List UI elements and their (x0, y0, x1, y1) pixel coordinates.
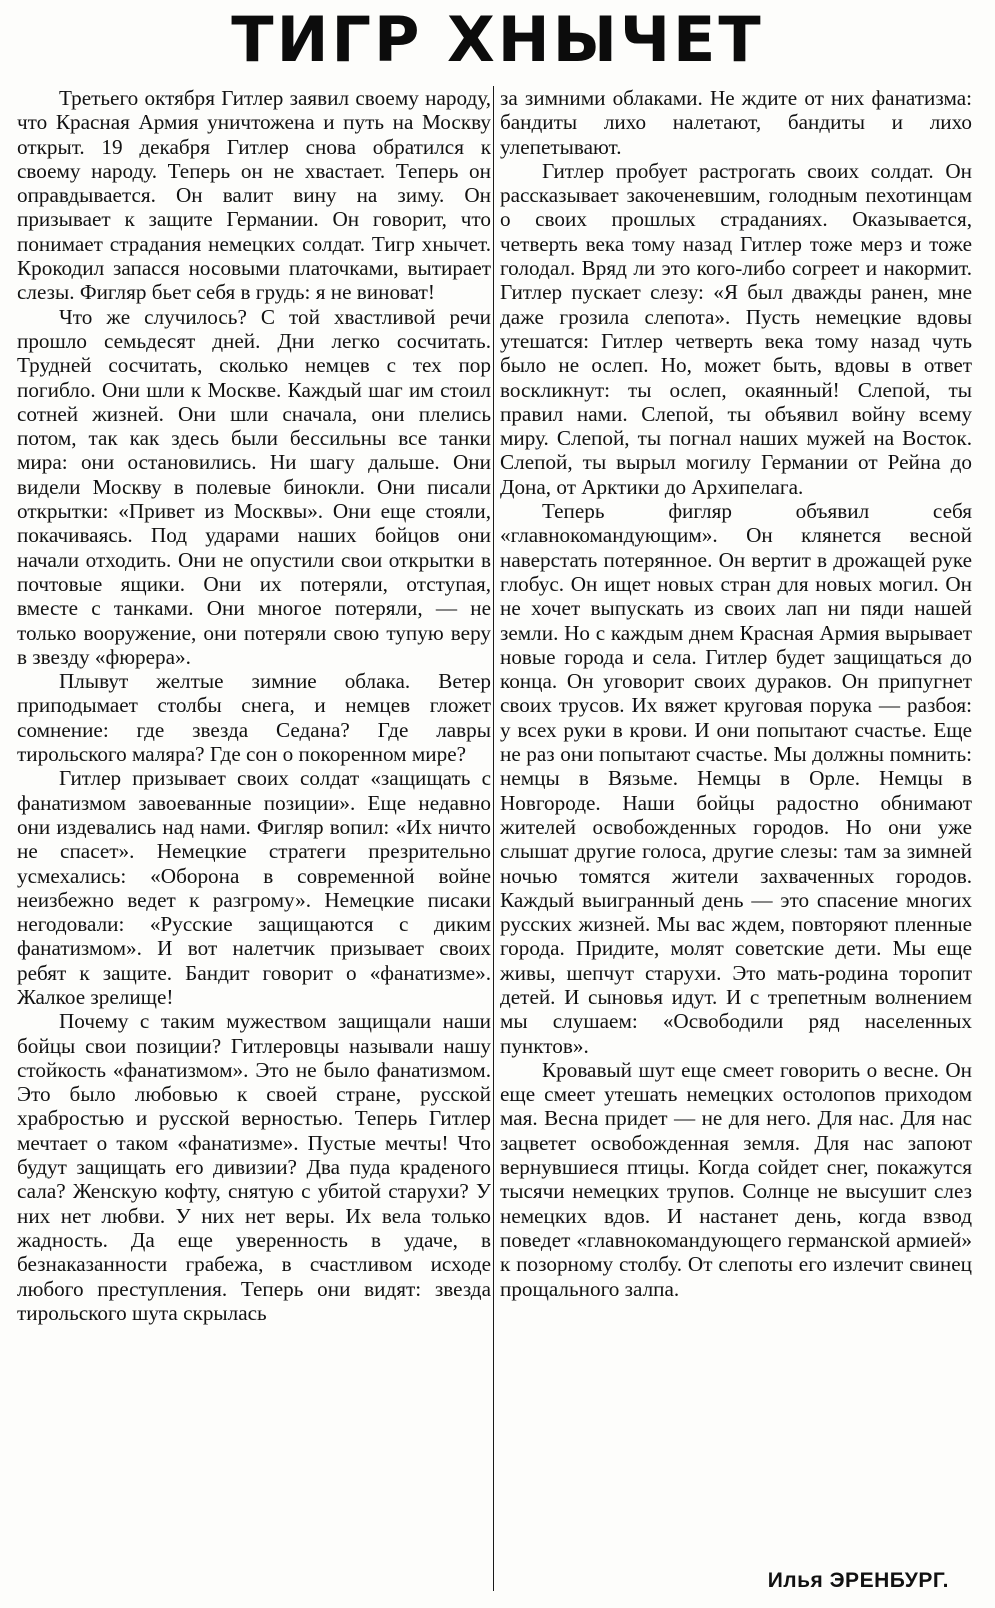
article-column-right (500, 86, 972, 1301)
paragraph: Гитлер пробует растрогать своих солдат. Он рассказывает закоченевшим, голодным пехотинцам о своих прошлых страданиях. Оказывается, четверть века тому назад Гитлер тоже мерз и тоже голодал. Вряд ли это кого-либо согреет и накормит. Гитлер пускает слезу: «Я был дважды ранен, мне даже грозила слепота». Пусть немецкие вдовы утешатся: Гитлер четверть века тому назад чуть было не ослеп. Но, может быть, вдовы в ответ воскликнут: ты ослеп, окаянный! Слепой, ты правил нами. Слепой, ты объявил войну всему миру. Слепой, ты погнал наших мужей на Восток. Слепой, ты вырыл могилу Германии от Рейна до Дона, от Арктики до Архипелага. (500, 158, 972, 499)
article-column-left (17, 86, 491, 1325)
paragraph-continued: за зимними облаками. Не ждите от них фанатизма: бандиты лихо налетают, бандиты и лихо улепетывают. (500, 86, 972, 159)
column-divider (493, 86, 494, 1591)
paragraph: Третьего октября Гитлер заявил своему народу, что Красная Армия уничтожена и путь на Москву открыт. 19 декабря Гитлер снова обратился к своему народу. Теперь он не хвастает. Теперь он оправдывается. Он валит вину на зиму. Он призывает к защите Германии. Он говорит, что понимает страдания немецких солдат. Тигр хнычет. Крокодил запасся носовыми платочками, вытирает слезы. Фигляр бьет себя в грудь: я не виноват! (17, 86, 491, 305)
headline: ТИГР ХНЫЧЕТ (231, 3, 764, 76)
paragraph: Что же случилось? С той хвастливой речи прошло семьдесят дней. Дни легко сосчитать. Трудней сосчитать, сколько немцев с тех пор погибло. Они шли к Москве. Каждый шаг им стоил сотней жизней. Они шли сначала, они плелись потом, так как здесь были бессильны все танки мира: они остановились. Ни шагу дальше. Они видели Москву в полевые бинокли. Они писали открытки: «Привет из Москвы». Они еще стояли, покачиваясь. Под ударами наших бойцов они начали отходить. Они не опустили свои открытки в почтовые ящики. Они их потеряли, отступая, вместе с танками. Они многое потеряли, — не только вооружение, они потеряли свою тупую веру в звезду «фюрера». (17, 304, 491, 669)
paragraph: Гитлер призывает своих солдат «защищать с фанатизмом завоеванные позиции». Еще недавно они издевались над нами. Фигляр вопил: «Их ничто не спасет». Немецкие стратеги презрительно усмехались: «Оборона в современной войне неизбежно ведет к разгрому». Немецкие писаки негодовали: «Русские защищаются с диким фанатизмом». И вот налетчик призывает своих ребят к защите. Бандит говорит о «фанатизме». Жалкое зрелище! (17, 766, 491, 1009)
paragraph: Кровавый шут еще смеет говорить о весне. Он еще смеет утешать немецких остолопов приходом мая. Весна придет — не для него. Для нас. Для нас зацветет освобожденная земля. Для нас запоют вернувшиеся птицы. Когда сойдет снег, покажутся тысячи немецких трупов. Солнце не высушит слез немецких вдов. И настанет день, когда взвод поведет «главнокомандующего германской армией» к позорному столбу. От слепоты его излечит свинец прощального залпа. (500, 1057, 972, 1301)
paragraph: Плывут желтые зимние облака. Ветер приподымает столбы снега, и немцев гложет сомнение: где звезда Седана? Где лавры тирольского маляра? Где сон о покоренном мире? (17, 669, 491, 767)
author-signature: Илья ЭРЕНБУРГ. (767, 1569, 949, 1592)
paragraph: Теперь фигляр объявил себя «главнокомандующим». Он клянется весной наверстать потерянное. Он вертит в дрожащей руке глобус. Он ищет новых стран для новых могил. Он не хочет выпускать из своих лап ни пяди нашей земли. Но с каждым днем Красная Армия вырывает новые города и села. Гитлер будет защищаться до конца. Он уговорит своих дураков. Он припугнет своих трусов. Их вяжет круговая порука — разбоя: у всех руки в крови. И они попытают счастье. Еще не раз они попытают счастье. Мы должны помнить: немцы в Вязьме. Немцы в Орле. Немцы в Новгороде. Наши бойцы радостно обнимают жителей освобожденных городов. Но они уже слышат другие голоса, другие слезы: там за зимней ночью томятся жители захваченных городов. Каждый выигранный день — это спасение многих русских жизней. Мы вас ждем, повторяют пленные города. Придите, молят советские дети. Мы еще живы, шепчут старухи. Это мать-родина торопит детей. И сыновья идут. И с трепетным волнением мы слушаем: «Освободили ряд населенных пунктов». (500, 499, 972, 1058)
paragraph: Почему с таким мужеством защищали наши бойцы свои позиции? Гитлеровцы называли нашу стойкость «фанатизмом». Это не было фанатизмом. Это было любовью к своей стране, русской храбростью и русской верностью. Теперь Гитлер мечтает о таком «фанатизме». Пустые мечты! Что будут защищать его дивизии? Два пуда краденого сала? Женскую кофту, снятую с убитой старухи? У них нет любви. У них нет веры. Их вела только жадность. Да еще уверенность в удаче, в безнаказанности грабежа, в счастливом исходе любого преступления. Теперь они видят: звезда тирольского шута скрылась (17, 1009, 491, 1325)
